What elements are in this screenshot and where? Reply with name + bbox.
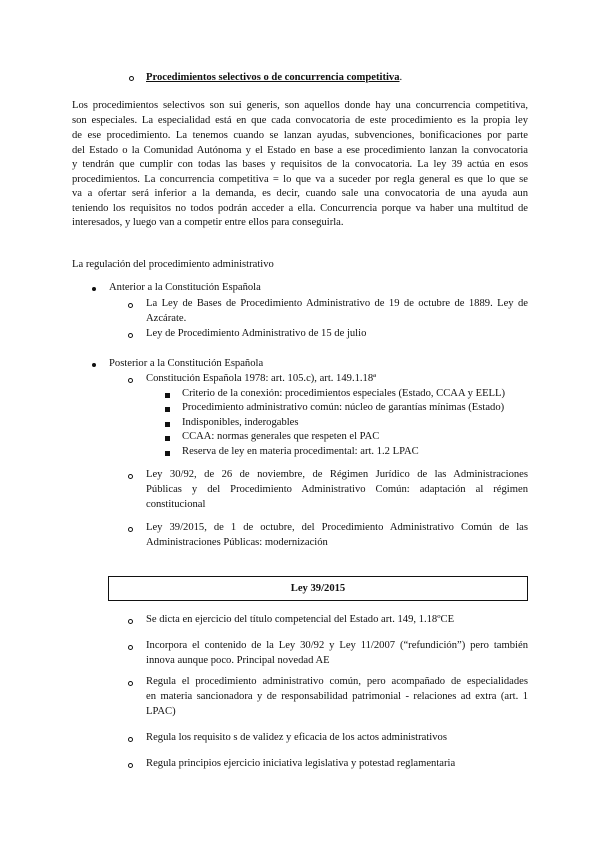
hollow-bullet-icon	[128, 681, 133, 686]
law-item: constitucional	[146, 499, 206, 510]
before-label: Anterior a la Constitución Española	[109, 282, 261, 293]
ley-item: LPAC)	[146, 706, 176, 717]
after-label: Posterior a la Constitución Española	[109, 358, 264, 369]
square-bullet-icon	[165, 422, 170, 427]
hollow-bullet-icon	[128, 645, 133, 650]
section-heading: Procedimientos selectivos o de concurrencia competitiva.	[146, 72, 403, 83]
intro-line: teniendo los requisitos no todos podrán acceder a ella. Concurrencia porque va haber una multitud de	[72, 203, 528, 214]
ley-39-2015-title-box	[108, 576, 528, 601]
box-title: Ley 39/2015	[290, 583, 346, 594]
criteria-item: Indisponibles, inderogables	[182, 417, 299, 428]
intro-line: y tendrán que cumplir con todas las bases y requisitos de la convocatoria. La ley 39 actúa en esos	[72, 159, 528, 170]
intro-line: procedimientos. La concurrencia competitiva = lo que va a suceder por regla general es que lo que se	[72, 174, 528, 185]
bullet-icon	[92, 287, 96, 291]
square-bullet-icon	[165, 436, 170, 441]
hollow-bullet-icon	[128, 619, 133, 624]
bullet-icon	[92, 363, 96, 367]
ley-item: en materia sancionadora y de responsabilidad patrimonial - relaciones ad extra (art. 1	[146, 691, 528, 702]
hollow-bullet-icon	[128, 763, 133, 768]
law-item: Administraciones Públicas: modernización	[146, 537, 328, 548]
ley-item: Incorpora el contenido de la Ley 30/92 y Ley 11/2007 (“refundición”) pero también	[146, 640, 528, 651]
criteria-item: Procedimiento administrativo común: núcleo de garantías mínimas (Estado)	[182, 402, 505, 413]
hollow-bullet-icon	[129, 76, 134, 81]
criteria-item: Criterio de la conexión: procedimientos especiales (Estado, CCAA y EELL)	[182, 388, 506, 399]
law-item: Ley 39/2015, de 1 de octubre, del Procedimiento Administrativo Común de las	[146, 522, 528, 533]
regulation-title: La regulación del procedimiento administrativo	[72, 259, 274, 270]
square-bullet-icon	[165, 393, 170, 398]
intro-line: son especiales. La especialidad está en que cada convocatoria de este procedimiento es la propia ley	[72, 115, 528, 126]
ley-item: Regula principios ejercicio iniciativa legislativa y potestad reglamentaria	[146, 758, 456, 769]
before-item: La Ley de Bases de Procedimiento Administrativo de 19 de octubre de 1889. Ley de	[146, 298, 528, 309]
law-item: Públicas y del Procedimiento Administrativo Común: adaptación al régimen	[146, 484, 528, 495]
hollow-bullet-icon	[128, 737, 133, 742]
hollow-bullet-icon	[128, 378, 133, 383]
constitution-item: Constitución Española 1978: art. 105.c), art. 149.1.18ª	[146, 373, 377, 384]
intro-line: de ese procedimiento. La tenemos cuando se lanzan ayudas, subvenciones, bonificaciones por parte	[72, 130, 528, 141]
hollow-bullet-icon	[128, 333, 133, 338]
criteria-item: CCAA: normas generales que respeten el PAC	[182, 431, 380, 442]
ley-item: Regula el procedimiento administrativo común, pero acompañado de especialidades	[146, 676, 528, 687]
hollow-bullet-icon	[128, 303, 133, 308]
law-item: Ley 30/92, de 26 de noviembre, de Régimen Jurídico de las Administraciones	[146, 469, 528, 480]
hollow-bullet-icon	[128, 474, 133, 479]
square-bullet-icon	[165, 407, 170, 412]
ley-item: innova aunque poco. Principal novedad AE	[146, 655, 330, 666]
before-item: Ley de Procedimiento Administrativo de 15 de julio	[146, 328, 367, 339]
intro-line: va a ofertar será inferior a la demanda, es decir, cuando sale una convocatoria de una ayuda aun	[72, 188, 528, 199]
ley-item: Regula los requisito s de validez y eficacia de los actos administrativos	[146, 732, 447, 743]
square-bullet-icon	[165, 451, 170, 456]
hollow-bullet-icon	[128, 527, 133, 532]
criteria-item: Reserva de ley en materia procedimental: art. 1.2 LPAC	[182, 446, 419, 457]
before-item: Azcárate.	[146, 313, 187, 324]
intro-line: del Estado o la Comunidad Autónoma y el Estado en base a ese procedimiento lanzan la convocatoria	[72, 145, 528, 156]
intro-line: interesados, y luego van a competir entre ellos para conseguirla.	[72, 217, 344, 228]
intro-line: Los procedimientos selectivos son sui generis, son aquellos donde hay una concurrencia competitiva,	[72, 100, 528, 111]
ley-item: Se dicta en ejercicio del título competencial del Estado art. 149, 1.18ºCE	[146, 614, 455, 625]
section-heading-text: Procedimientos selectivos o de concurrencia competitiva	[146, 72, 400, 83]
